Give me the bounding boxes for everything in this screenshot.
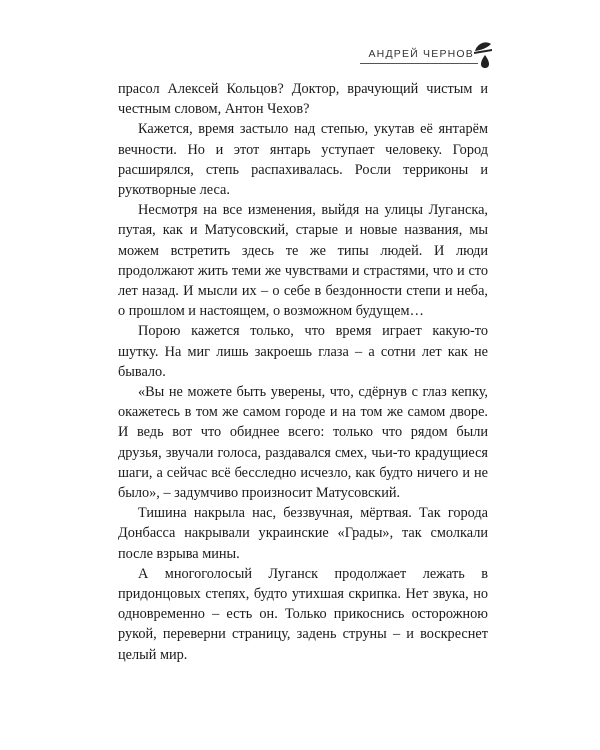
paragraph: Несмотря на все изменения, выйдя на улицы Луганска, путая, как и Матусовский, старые и новые названия, мы можем встретить здесь те же типы людей. И люди продолжают жить теми же чувствами и страстями, что и сто лет назад. И мысли их – о себе в бездонности степи и неба, о прошлом и настоящем, о возможном будущем… [118,202,488,320]
paragraph: прасол Алексей Кольцов? Доктор, врачующий чистым и честным словом, Антон Чехов? [118,81,488,118]
header-author: АНДРЕЙ ЧЕРНОВ [368,48,474,60]
paragraph: «Вы не можете быть уверены, что, сдёрнув с глаз кепку, окажетесь в том же самом городе и на том же самом дворе. И ведь вот что обиднее всего: только что рядом были друзья, звучали голоса, раздавался смех, чьи-то крадущиеся шаги, а сейчас всё бесследно исчезло, как будто ничего и не было», – задумчиво произносит Матусовский. [118,384,488,502]
paragraph: Кажется, время застыло над степью, укутав её янтарём вечности. Но и этот янтарь уступает человеку. Город расширялся, степь распахивалась. Росли терриконы и рукотворные леса. [118,121,488,199]
paragraph: Тишина накрыла нас, беззвучная, мёртвая. Так города Донбасса накрывали украинские «Грады», так смолкали после взрыва мины. [118,505,488,562]
paragraph: А многоголосый Луганск продолжает лежать в придонцовых степях, будто утихшая скрипка. Нет звука, но одновременно – есть он. Только прикоснись осторожною рукой, переверни страницу, задень струны – и воскреснет целый мир. [118,565,488,663]
running-header [360,38,488,68]
header-rule [360,63,478,64]
body-text [118,79,488,665]
paragraph: Порою кажется только, что время играет какую-то шутку. На миг лишь закроешь глаза – а сотни лет как не бывало. [118,323,488,380]
hat-and-drop-icon [472,38,494,70]
